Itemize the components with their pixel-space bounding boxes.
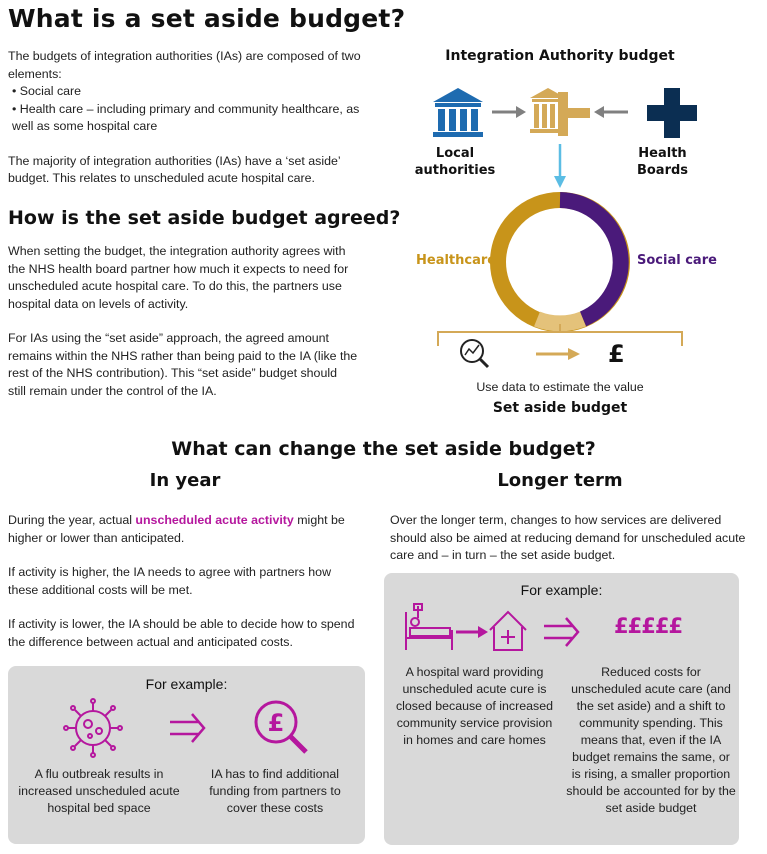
in-year-paragraph-1: During the year, actual unscheduled acute activity might be higher or lower than anticipated. [8, 513, 345, 545]
data-analysis-icon [461, 340, 488, 367]
community-care-home-icon [490, 612, 526, 650]
in-year-paragraph-3: If activity is lower, the IA should be able to decide how to spend the difference between actual and anticipated costs. [8, 617, 355, 649]
diagram-title: Integration Authority budget [445, 48, 675, 64]
intro-bullet-social: • Social care [12, 84, 82, 98]
arrow-right-gold-icon [536, 348, 580, 360]
healthcare-label: Healthcare [416, 253, 497, 268]
longer-term-heading: Longer term [497, 470, 623, 491]
health-board-cross-icon [647, 88, 697, 138]
in-year-example-heading: For example: [145, 676, 228, 692]
use-data-label: Use data to estimate the value [476, 380, 644, 394]
set-aside-bracket [438, 324, 682, 346]
in-year-example-left: A flu outbreak results in increased unscheduled acute hospital bed space [18, 767, 180, 815]
in-year-example-right: IA has to find additional funding from partners to cover these costs [209, 767, 341, 815]
longer-term-paragraph: Over the longer term, changes to how services are delivered should also be aimed at reducing demand for unscheduled acute care and – in turn – the set aside budget. [390, 513, 746, 562]
agreed-paragraph-2: For IAs using the “set aside” approach, the agreed amount remains within the NHS rather than being paid to the IA (like the rest of the NHS contribution). This “set aside” budget should still remain under the control of the IA. [8, 331, 358, 398]
implies-arrow-icon [544, 618, 578, 646]
hospital-bed-icon [406, 604, 452, 650]
longer-term-example-icons [384, 600, 739, 660]
longer-term-example-right: Reduced costs for unscheduled acute care (and the set aside) and a shift to community spending. This means that, even if the IA budget remains the same, or is rising, a smaller proportion should be accounted for by the set aside budget [566, 665, 736, 815]
budget-donut [498, 200, 622, 324]
arrow-right-icon [492, 106, 526, 118]
unscheduled-acute-activity-highlight: unscheduled acute activity [135, 513, 294, 527]
local-authorities-label: Local authorities [414, 146, 496, 178]
integration-authority-icon [530, 88, 590, 136]
page-title: What is a set aside budget? [8, 4, 406, 33]
arrow-right-magenta-icon [456, 626, 488, 638]
arrow-down-icon [554, 144, 566, 188]
intro-bullet-health: • Health care – including primary and community healthcare, as well as some hospital care [12, 101, 360, 133]
in-year-paragraph-2: If activity is higher, the IA needs to agree with partners how these additional costs will be met. [8, 565, 332, 597]
funding-pound-glyph: £ [267, 709, 285, 737]
set-aside-budget-label: Set aside budget [492, 400, 628, 416]
intro-section [8, 48, 368, 188]
longer-term-example-left: A hospital ward providing unscheduled acute cure is closed because of increased community service provision in homes and care homes [395, 665, 554, 747]
intro-paragraph-1: The budgets of integration authorities (IAs) are composed of two elements: [8, 49, 361, 81]
donut-set-aside-segment [537, 319, 583, 323]
change-heading: What can change the set aside budget? [171, 438, 596, 460]
intro-paragraph-2: The majority of integration authorities (IAs) have a ‘set aside’ budget. This relates to unscheduled acute hospital care. [8, 153, 341, 185]
in-year-example-icons [8, 696, 365, 760]
social-care-label: Social care [637, 253, 717, 268]
longer-term-example-heading: For example: [520, 582, 603, 598]
local-authority-icon [433, 88, 483, 137]
in-year-section [8, 512, 363, 651]
health-boards-label: Health Boards [636, 146, 689, 178]
budget-diagram [380, 70, 767, 430]
agreed-paragraph-1: When setting the budget, the integration authority agrees with the NHS health board partner how much it expects to need for unscheduled acute hospital care. To do this, the partners use hospital data on levels of activity. [8, 244, 349, 311]
pound-icon: £ [608, 340, 625, 368]
arrow-left-icon [594, 106, 628, 118]
donut-social-segment [560, 200, 621, 319]
agreed-heading: How is the set aside budget agreed? [8, 207, 401, 229]
in-year-heading: In year [149, 470, 221, 491]
virus-icon [64, 699, 122, 757]
implies-arrow-icon [170, 714, 204, 742]
agreed-section [8, 243, 358, 400]
reduced-cost-pounds-icon: £££££ [614, 614, 683, 638]
